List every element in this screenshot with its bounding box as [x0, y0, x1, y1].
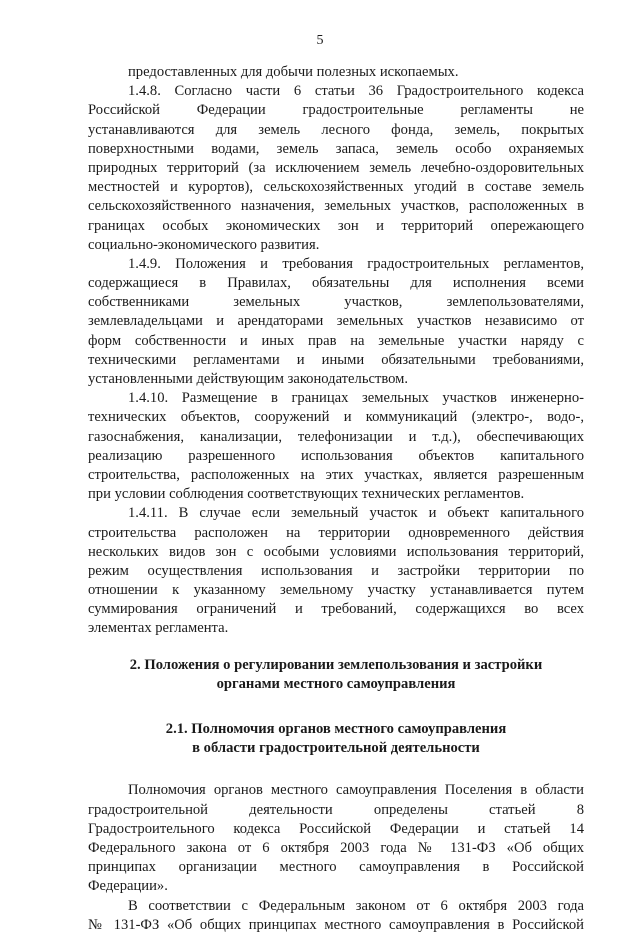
- text-line: землевладельцами и арендаторами земельных участков независимо от: [88, 313, 584, 330]
- paragraph-1-4-7-tail: [88, 63, 584, 82]
- text-line: суммирования ограничений и требований, содержащихся во всех: [88, 601, 584, 618]
- text-line: 1.4.10. Размещение в границах земельных участков инженерно-: [128, 390, 584, 407]
- heading-line: 2.1. Полномочия органов местного самоуправления: [165, 721, 507, 737]
- section-2-heading: [88, 656, 584, 694]
- text-line: 1.4.8. Согласно части 6 статьи 36 Градостроительного кодекса: [128, 83, 584, 100]
- text-line: техническими регламентами и иными обязательными требованиями,: [88, 351, 584, 368]
- paragraph-1-4-10: [88, 389, 584, 504]
- paragraph-1-4-9: [88, 255, 584, 389]
- text-line: форм собственности и иных прав на земельные участки наряду с: [88, 332, 584, 349]
- text-line: Полномочия органов местного самоуправления Поселения в области: [128, 782, 584, 799]
- text-line: Федерального закона от 6 октября 2003 года № 131-ФЗ «Об общих: [88, 839, 584, 856]
- text-line: реализацию разрешенного использования объектов капитального: [88, 447, 584, 464]
- text-line: газоснабжения, канализации, телефонизации и т.д.), обеспечивающих: [88, 428, 584, 445]
- paragraph-2-1-a: [88, 781, 584, 896]
- page-number: 5: [316, 33, 324, 48]
- text-line: В соответствии с Федеральным законом от 6 октября 2003 года: [128, 897, 584, 914]
- text-line: градостроительной деятельности определены статьей 8: [88, 801, 584, 818]
- text-line: строительства, расположенных на этих участках, является разрешенным: [88, 466, 584, 483]
- paragraph-1-4-8: [88, 82, 584, 255]
- text-line: отношении к указанному земельному участку устанавливается путем: [88, 582, 584, 599]
- heading-line: органами местного самоуправления: [216, 675, 456, 692]
- text-line: собственниками земельных участков, землепользователями,: [88, 294, 584, 311]
- text-line: элементах регламента.: [88, 620, 229, 637]
- document-body: [88, 63, 584, 935]
- text-line: режим осуществления использования и застройки территории по: [88, 562, 584, 579]
- text-line: природных территорий (за исключением земель лечебно-оздоровительных: [88, 159, 584, 176]
- text-line: Федерации».: [88, 878, 168, 895]
- text-line: содержащиеся в Правилах, обязательны для исполнения всеми: [88, 275, 584, 292]
- text-line: поверхностными водами, земель запаса, земель особо охраняемых: [88, 140, 584, 157]
- text-line: № 131-ФЗ «Об общих принципах местного самоуправления в Российской: [88, 916, 584, 933]
- text-line: Градостроительного кодекса Российской Федерации и статьей 14: [88, 820, 584, 837]
- text-line: предоставленных для добычи полезных ископаемых.: [128, 64, 459, 80]
- text-line: 1.4.11. В случае если земельный участок и объект капитального: [128, 505, 584, 522]
- paragraph-1-4-11: [88, 504, 584, 638]
- heading-line: в области градостроительной деятельности: [192, 740, 480, 757]
- text-line: 1.4.9. Положения и требования градостроительных регламентов,: [128, 255, 584, 272]
- text-line: границах особых экономических зон и территорий опережающего: [88, 217, 584, 234]
- text-line: установленными действующим законодательством.: [88, 371, 409, 387]
- text-line: принципах организации местного самоуправления в Российской: [88, 859, 584, 876]
- text-line: технических объектов, сооружений и коммуникаций (электро-, водо-,: [88, 409, 584, 426]
- text-line: местностей и курортов), сельскохозяйственных угодий в составе земель: [88, 179, 584, 196]
- text-line: нескольких видов зон с особыми условиями использования территорий,: [88, 543, 584, 560]
- text-line: строительства расположен на территории одновременного действия: [88, 524, 584, 541]
- paragraph-2-1-b: [88, 897, 584, 935]
- text-line: Российской Федерации градостроительные регламенты не: [88, 102, 584, 119]
- text-line: устанавливаются для земель лесного фонда, земель, покрытых: [88, 121, 584, 138]
- text-line: сельскохозяйственного назначения, земельных участков, расположенных в: [88, 198, 584, 215]
- text-line: социально-экономического развития.: [88, 236, 320, 253]
- text-line: при условии соблюдения соответствующих технических регламентов.: [88, 486, 525, 503]
- section-2-1-heading: [88, 720, 584, 758]
- heading-line: 2. Положения о регулировании землепользования и застройки: [129, 656, 543, 673]
